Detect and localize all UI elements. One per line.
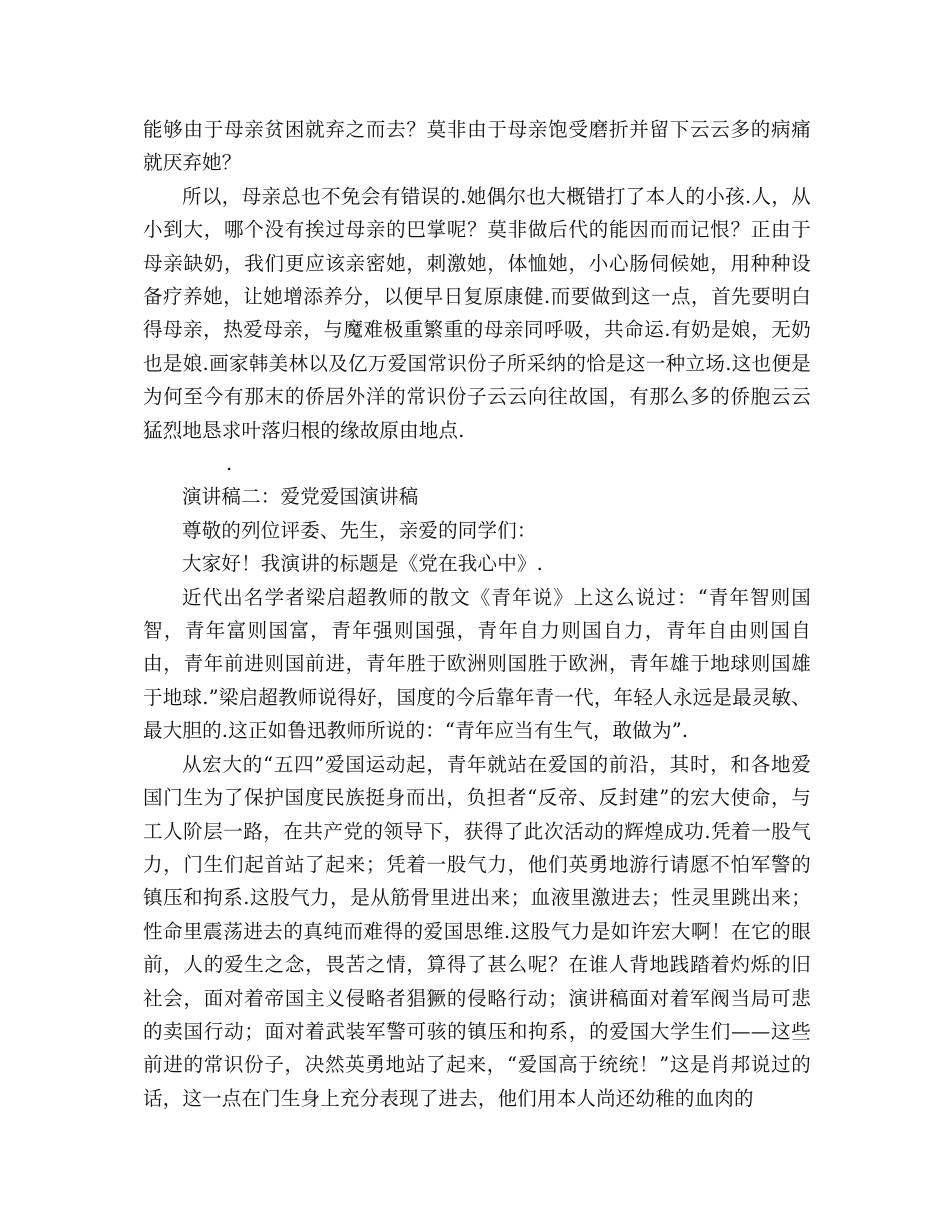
- paragraph-liang-qichao: 近代出名学者梁启超教师的散文《青年说》上这么说过：“青年智则国智，青年富则国富，青年强则国强，青年自力则国自力，青年自由则国自由，青年前进则国前进，青年胜于欧洲则国胜于欧洲，青年雄于地球则国雄于地球.”梁启超教师说得好，国度的今后靠年青一代，年轻人永远是最灵敏、最大胆的.这正如鲁迅教师所说的：“青年应当有生气，敢做为”.: [143, 585, 811, 743]
- paragraph-mother-mistakes: 所以，母亲总也不免会有错误的.她偶尔也大概错打了本人的小孩.人，从小到大，哪个没有挨过母亲的巴掌呢？莫非做后代的能因而而记恨？正由于母亲缺奶，我们更应该亲密她，刺激她，体恤她，小心肠伺候她，用种种设备疗养她，让她增添养分，以便早日复原康健.而要做到这一点，首先要明白得母亲，热爱母亲，与魔难极重繁重的母亲同呼吸，共命运.有奶是娘，无奶也是娘.画家韩美林以及亿万爱国常识份子所采纳的恰是这一种立场.这也便是为何至今有那末的侨居外洋的常识份子云云向往故国，有那么多的侨胞云云猛烈地恳求叶落归根的缘故原由地点.: [143, 184, 811, 442]
- salutation: 尊敬的列位评委、先生，亲爱的同学们：: [182, 518, 537, 542]
- greeting: 大家好！我演讲的标题是《党在我心中》.: [182, 552, 543, 576]
- paragraph-continued: 能够由于母亲贫困就弃之而去？莫非由于母亲饱受磨折并留下云云多的病痛就厌弃她？: [143, 118, 811, 175]
- section-heading: 演讲稿二：爱党爱国演讲稿: [182, 485, 419, 509]
- separator-dot: .: [226, 452, 233, 476]
- document-page: [143, 113, 811, 1115]
- paragraph-may-fourth: 从宏大的“五四”爱国运动起，青年就站在爱国的前沿，其时，和各地爱国门生为了保护国度民族挺身而出，负担者“反帝、反封建”的宏大使命，与工人阶层一路，在共产党的领导下，获得了此次活动的辉煌成功.凭着一股气力，门生们起首站了起来；凭着一股气力，他们英勇地游行请愿不怕军警的镇压和拘系.这股气力，是从筋骨里进出来；血液里激进去；性灵里跳出来；性命里震荡进去的真纯而难得的爱国思维.这股气力是如许宏大啊！在它的眼前，人的爱生之念，畏苦之情，算得了甚么呢？在谁人背地践踏着灼烁的旧社会，面对着帝国主义侵略者猖獗的侵略行动；演讲稿面对着军阀当局可悲的卖国行动；面对着武装军警可骇的镇压和拘系，的爱国大学生们——这些前进的常识份子，决然英勇地站了起来，“爱国高于统统！”这是肖邦说过的话，这一点在门生身上充分表现了进去，他们用本人尚还幼稚的血肉的: [143, 752, 811, 1110]
